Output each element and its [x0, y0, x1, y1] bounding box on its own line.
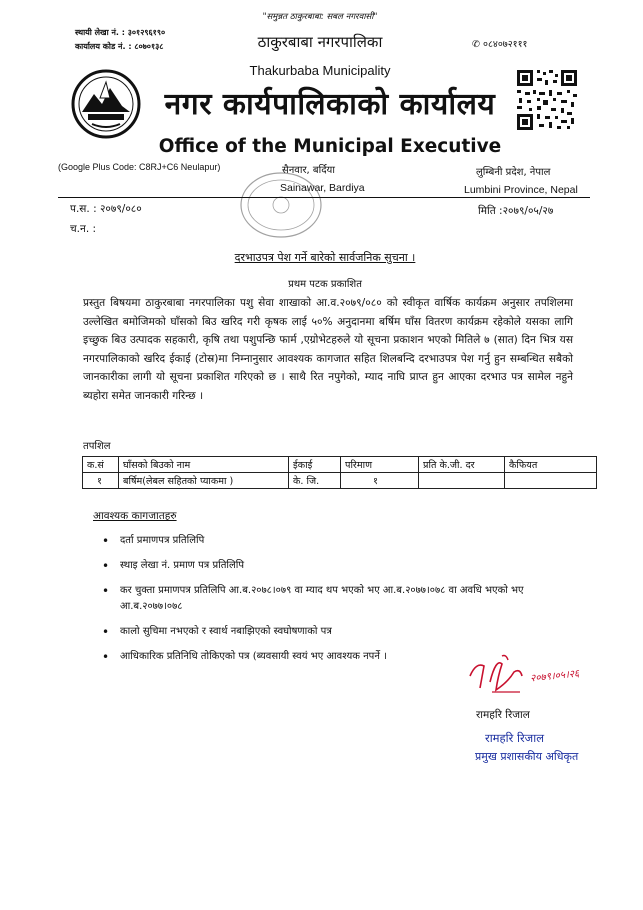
- signature-date: २०७९।०५।२६: [529, 668, 580, 685]
- phone-icon: ✆: [472, 39, 480, 50]
- phone: [472, 37, 527, 50]
- cell-remarks: [505, 473, 597, 489]
- municipality-logo: [70, 68, 142, 140]
- pan-line: स्थायी लेखा नं. : ३०१२९६१९०: [75, 28, 166, 37]
- table-row: [83, 473, 597, 489]
- cell-seed-name: बर्षिम(लेबल सहितको प्याकमा ): [119, 473, 289, 489]
- letter-date: मिति :२०७९/०५/२७: [478, 205, 554, 217]
- list-item: • आधिकारिक प्रतिनिधि तोकिएको पत्र (ब्यवसायी स्वयं भए आवश्यक नपर्ने ।: [102, 650, 387, 664]
- signatory-name-stamp: रामहरि रिजाल: [485, 731, 544, 745]
- municipality-name-np: ठाकुरबाबा नगरपालिका: [257, 33, 383, 51]
- list-item: • कालो सुचिमा नभएको र स्वार्थ नबाझिएको स्वघोषणाको पत्र: [102, 625, 332, 639]
- office-code-label: कार्यालय कोड नं.: [75, 42, 126, 51]
- pan-label: स्थायी लेखा नं.: [75, 28, 119, 37]
- table-header-row: [83, 457, 597, 473]
- table-caption: तपशिल: [83, 441, 111, 452]
- list-item: • कर चुक्ता प्रमाणपत्र प्रतिलिपि आ.ब.२०७८।०७९ वा म्याद थप भएको भए आ.ब.२०७७।०७८ वा अवधि भएको भए आ.ब.२०७७।०७८: [102, 584, 524, 612]
- office-code-value: ८०७०१३८: [134, 42, 164, 51]
- cell-unit: के. जि.: [289, 473, 341, 489]
- dispatch-number: च.न. :: [70, 223, 97, 235]
- phone-number: ०८४०७२१११: [483, 39, 528, 50]
- office-seal: [238, 170, 324, 240]
- col-header-rate: प्रति के.जी. दर: [419, 457, 505, 473]
- plus-code: (Google Plus Code: C8RJ+C6 Neulapur): [58, 162, 221, 172]
- col-header-quantity: परिमाण: [341, 457, 419, 473]
- header-rule: [58, 197, 590, 198]
- office-name-np: नगर कार्यपालिकाको कार्यालय: [164, 87, 496, 122]
- notice-title: दरभाउपत्र पेश गर्ने बारेको सार्वजनिक सुचना ।: [234, 251, 416, 264]
- list-item: • दर्ता प्रमाणपत्र प्रतिलिपि: [102, 534, 205, 548]
- items-table: [82, 456, 597, 489]
- signatory-title-stamp: प्रमुख प्रशासकीय अधिकृत: [475, 750, 579, 763]
- notice-subtitle: प्रथम पटक प्रकाशित: [288, 279, 362, 290]
- province-np: लुम्बिनी प्रदेश, नेपाल: [476, 167, 551, 178]
- office-code-line: कार्यालय कोड नं. : ८०७०१३८: [75, 42, 164, 51]
- pan-value: ३०१२९६१९०: [127, 28, 166, 37]
- address-en: Sainawar, Bardiya: [280, 182, 365, 194]
- requirements-heading: आवश्यक कागजातहरु: [93, 510, 177, 522]
- col-header-sn: क.सं: [83, 457, 119, 473]
- cell-quantity: १: [341, 473, 419, 489]
- address-np: सैनवार, बर्दिया: [282, 165, 335, 176]
- cell-rate: [419, 473, 505, 489]
- qr-code: [515, 68, 579, 132]
- office-name-en: Office of the Municipal Executive: [158, 136, 502, 157]
- col-header-remarks: कैफियत: [505, 457, 597, 473]
- col-header-unit: ईकाई: [289, 457, 341, 473]
- cell-sn: १: [83, 473, 119, 489]
- col-header-seed-name: घाँसको बिउको नाम: [119, 457, 289, 473]
- municipality-name-en: Thakurbaba Municipality: [249, 63, 391, 78]
- signatory-name: रामहरि रिजाल: [476, 709, 530, 721]
- reference-number: प.स. : २०७९/०८०: [70, 203, 142, 215]
- list-item: • स्थाइ लेखा नं. प्रमाण पत्र प्रतिलिपि: [102, 559, 245, 573]
- motto: "समुन्नत ठाकुरबाबा: सबल नगरवासी": [262, 12, 378, 22]
- province-en: Lumbini Province, Nepal: [464, 184, 578, 196]
- notice-body: प्रस्तुत बिषयमा ठाकुरबाबा नगरपालिका पशु सेवा शाखाको आ.व.२०७९/०८० को स्वीकृत वार्षिक कार्यक्रम अनुसार तपशिलमा उल्लेखित बमोजिमको घाँसको बिउ खरिद गरी कृषक लाई ५०% अनुदानमा बर्षिम घाँस वितरण कार्यक्रम रहेकोले यसका लागि इच्छुक बिउ उत्पादक सहकारी, कृषि तथा पशुपन्छि फार्म ,एग्रोभेटहरुले यो सूचना प्रकाशन भएको मितिले ७ (सात) दिन भित्र यस नगरपालिकाको खरिद ईकाई (टोस्र)मा निम्नानुसार आवश्यक कागजात सहित शिलबन्दि दरभाउपत्र पेश गर्नु हुन सम्बन्धित सबैको जानकारीका लागी यो सूचना प्रकाशित गरिएको छ । साथै रित नपुगेको, म्याद नाघि प्राप्त हुन आएका दरभाउ पत्र सामेल नहुने ब्यहोरा समेत जानकारी गरिन्छ ।: [83, 297, 573, 402]
